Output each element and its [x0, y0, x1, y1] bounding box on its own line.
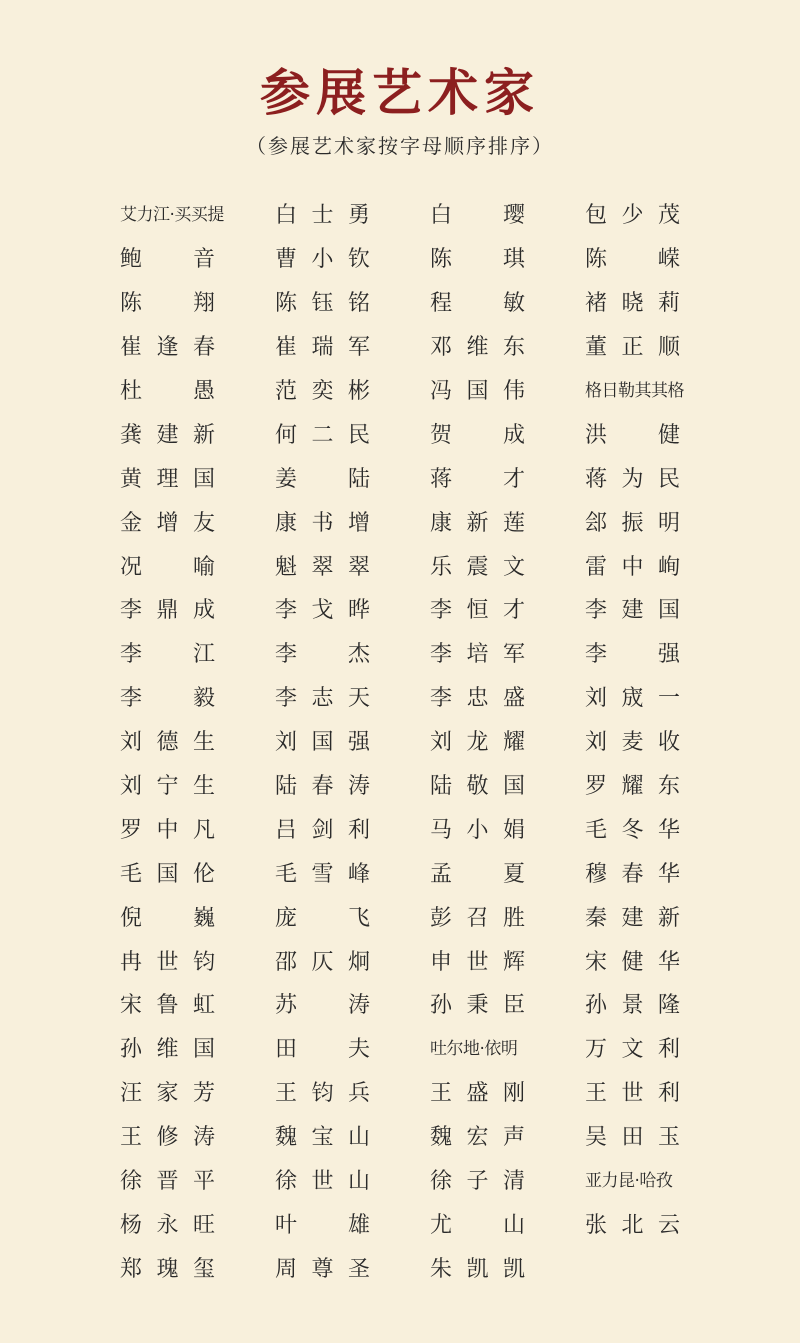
artist-name: 申 世 辉: [430, 949, 525, 975]
artist-name: 孙 秉 臣: [430, 993, 525, 1019]
artist-name: 叶 雄: [275, 1212, 370, 1238]
artist-name: 鲍 音: [120, 247, 215, 273]
artist-name: 毛 国 伦: [120, 861, 215, 887]
artist-name: 艾力江·买买提: [120, 205, 224, 226]
artist-name: 亚力昆·哈孜: [585, 1171, 673, 1192]
artist-name: 乐 震 文: [430, 554, 525, 580]
artist-name: 邓 维 东: [430, 335, 525, 361]
page-title: 参展艺术家: [260, 64, 540, 122]
artist-name: 王 世 利: [585, 1081, 680, 1107]
artist-name: 王 钧 兵: [275, 1081, 370, 1107]
artist-name: 吴 田 玉: [585, 1125, 680, 1151]
artist-name: 杜 愚: [120, 379, 215, 404]
artist-name: 李 建 国: [585, 598, 680, 624]
artist-name: 曹 小 钦: [275, 247, 370, 273]
artist-name: 格日勒其其格: [585, 381, 684, 401]
artist-name: 黄 理 国: [120, 466, 215, 492]
artist-name: 金 增 友: [120, 510, 215, 536]
page-subtitle: （参展艺术家按字母顺序排序）: [246, 134, 554, 158]
artist-name: 吕 剑 利: [275, 817, 370, 843]
artist-name: 罗 耀 东: [585, 774, 680, 800]
artist-name: 雷 中 峋: [585, 554, 680, 580]
artist-name: 贺 成: [430, 422, 525, 448]
artist-name: 魏 宝 山: [275, 1125, 370, 1151]
artist-name: 何 二 民: [275, 422, 370, 448]
artist-name: 刘 宁 生: [120, 774, 215, 800]
artist-name: 范 奕 彬: [275, 379, 370, 404]
artist-name: 李 恒 才: [430, 598, 525, 624]
artist-name: 罗 中 凡: [120, 817, 215, 843]
artist-name: 魏 宏 声: [430, 1125, 525, 1151]
artist-name: 陆 春 涛: [275, 774, 370, 800]
artist-name: 徐 子 清: [430, 1169, 525, 1195]
artist-name: 洪 健: [585, 422, 680, 448]
artist-name: 宋 鲁 虹: [120, 993, 215, 1019]
artist-name: 陈 琪: [430, 247, 525, 273]
artist-name: 孙 景 隆: [585, 993, 680, 1019]
artist-name: 刘 麦 收: [585, 730, 680, 756]
artist-name: 李 杰: [275, 642, 370, 668]
artist-name: 李 强: [585, 642, 680, 668]
artist-name: 李 培 军: [430, 642, 525, 668]
artist-name: 刘 国 强: [275, 730, 370, 756]
artist-name: 魁 翠 翠: [275, 554, 370, 580]
artist-name: 崔 逢 春: [120, 335, 215, 361]
artist-name: 孟 夏: [430, 861, 525, 887]
artist-name: 倪 巍: [120, 905, 215, 931]
artist-name: 陈 钰 铭: [275, 291, 370, 317]
artist-name: 褚 晓 莉: [585, 291, 680, 317]
artist-name: 田 夫: [275, 1037, 370, 1063]
artist-name: 陆 敬 国: [430, 774, 525, 800]
artist-name: 庞 飞: [275, 905, 370, 931]
artist-name: 董 正 顺: [585, 335, 680, 361]
artist-name: 张 北 云: [585, 1212, 680, 1238]
artist-name: 刘 龙 耀: [430, 730, 525, 756]
artist-name: 李 忠 盛: [430, 686, 525, 712]
artist-name: 郐 振 明: [585, 510, 680, 536]
artist-name: 况 喻: [120, 554, 215, 580]
artist-name: 马 小 娟: [430, 817, 525, 843]
artist-name: 王 修 涛: [120, 1125, 215, 1151]
artist-name: 汪 家 芳: [120, 1081, 215, 1107]
artist-name: 康 书 增: [275, 510, 370, 536]
artist-name: 李 江: [120, 642, 215, 668]
artist-name: 彭 召 胜: [430, 905, 525, 931]
artist-name: 王 盛 刚: [430, 1081, 525, 1107]
artist-name: 杨 永 旺: [120, 1212, 215, 1238]
artist-name: 程 敏: [430, 291, 525, 317]
artist-name: 蒋 才: [430, 466, 525, 492]
artist-name: 孙 维 国: [120, 1037, 215, 1063]
artist-name: 冯 国 伟: [430, 379, 525, 404]
artist-name: 苏 涛: [275, 993, 370, 1019]
artist-name: 李 志 天: [275, 686, 370, 712]
artist-name: 周 尊 圣: [275, 1256, 370, 1282]
artist-name: 毛 雪 峰: [275, 861, 370, 887]
artist-name: 蒋 为 民: [585, 466, 680, 492]
artist-name: 朱 凯 凯: [430, 1256, 525, 1282]
artist-name: 穆 春 华: [585, 861, 680, 887]
artist-name: 吐尔地·依明: [430, 1039, 518, 1060]
artist-name: 万 文 利: [585, 1037, 680, 1063]
artist-name: 刘 宬 一: [585, 686, 680, 712]
artist-name-grid: [120, 194, 690, 1291]
artist-name: 崔 瑞 军: [275, 335, 370, 361]
artist-name: 姜 陆: [275, 466, 370, 492]
artist-name: 李 戈 晔: [275, 598, 370, 624]
artist-name: 包 少 茂: [585, 203, 680, 229]
artist-name: 徐 世 山: [275, 1169, 370, 1195]
artist-name: 郑 瑰 玺: [120, 1256, 215, 1282]
artist-name: 毛 冬 华: [585, 817, 680, 843]
artist-name: 龚 建 新: [120, 422, 215, 448]
artist-name: 陈 翔: [120, 291, 215, 317]
artist-name: 徐 晋 平: [120, 1169, 215, 1195]
artist-name: 李 毅: [120, 686, 215, 712]
artist-name: 尤 山: [430, 1212, 525, 1238]
artist-name: 宋 健 华: [585, 949, 680, 975]
artist-name: 康 新 莲: [430, 510, 525, 536]
artist-name: 李 鼎 成: [120, 598, 215, 624]
artist-name: 陈 嵘: [585, 247, 680, 273]
artist-name: 邵 仄 炯: [275, 949, 370, 975]
artist-name: 白 士 勇: [275, 203, 370, 229]
artist-name: 白 璎: [430, 203, 525, 229]
artist-name: 冉 世 钧: [120, 949, 215, 975]
artist-name: 刘 德 生: [120, 730, 215, 756]
artist-name: 秦 建 新: [585, 905, 680, 931]
